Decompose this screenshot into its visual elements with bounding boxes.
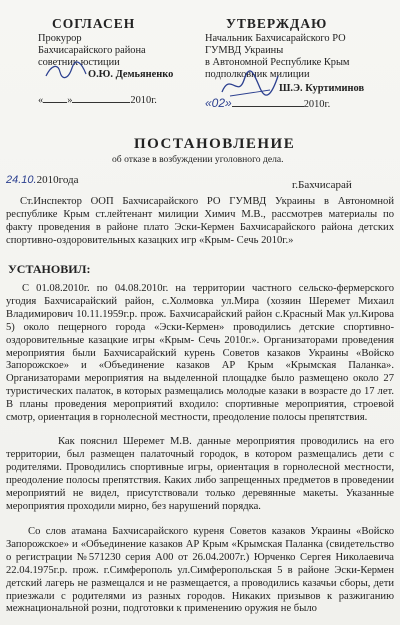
document-date-suffix: 2010года [36, 174, 79, 186]
agreed-line-1: Прокурор [38, 33, 82, 44]
approve-line-1: Начальник Бахчисарайского РО [205, 33, 346, 44]
paragraph-1: С 01.08.2010г. по 04.08.2010г. на территории частного сельско-фермерского угодия Бахчисарайский район, с.Холмовка ул.Мира (хозяин Шеремет Михаил Владимирович 10.11.1959г.р. прож. Бахчисарайский район с.Красный Мак ул.Кирова 5) около пещерного города «Эски-Кермен» проводились детские спортивно-оздоровительные казацкие игры «Крым- Сечь 2010г.». Организаторами проведения мероприятия были Бахчисарайский курень Советов казаков Украины «Войско Запорожское» и «Объединение казаков АР Крым «Крымская Паланка». Организаторами мероприятия на выделенной площадке было размещено около 27 туристических палаток, в которых размещались молодые казаки в возрасте до 17 лет. В планы проведения мероприятий входило: спортивные мероприятия, строевой смотр, ориентация в горнолесной местности, преодоление полосы препятствия. [6, 283, 394, 424]
paragraph-3: Со слов атамана Бахчисарайского куреня Советов казаков Украины «Войско Запорожское» и «Объединение казаков АР Крым «Крымская Паланка (свидетельство о регистрации №571230 серия А00 от 26.04.2007г.) Юрченко Сергея Николаевича 22.04.1975г.р. прож. г.Симферополь ул.Симферопольская 5 в районе Эски-Кермен детский лагерь не размещался и не размещается, а проводились казачьи сборы, дети приезжали с родителями из разных городов. Никаких призывов к разжиганию межнациональной розни, подготовки к применению оружия не было [6, 526, 394, 615]
document-subtitle: об отказе в возбуждении уголовного дела. [112, 154, 284, 165]
approve-title: УТВЕРЖДАЮ [226, 16, 328, 31]
document-title: ПОСТАНОВЛЕНИЕ [134, 136, 296, 152]
agreed-line-2: Бахчисарайского района [38, 45, 146, 56]
approve-line-2: ГУМВД Украины [205, 45, 284, 56]
agreed-name: О.Ю. Демьяненко [88, 69, 174, 80]
intro-paragraph: Ст.Инспектор ООП Бахчисарайского РО ГУМВД Украины в Автономной республике Крым ст.лейтенант милиции Химич М.В., рассмотрев материалы по факту проведения в районе плато Эски-Кермен Бахчисарайского района детских спортивно-оздоровительных казацких игр «Крым- Сечь 2010г.» [6, 196, 394, 246]
approver-signature [220, 70, 280, 100]
agreed-title: СОГЛАСЕН [52, 16, 136, 31]
agreed-date-open: « [38, 95, 44, 106]
agreed-date [38, 95, 157, 107]
approve-name: Ш.Э. Куртиминов [279, 83, 365, 94]
document-date-handwritten: 24.10. [6, 174, 37, 186]
approve-line-4: подполковник милиции [205, 69, 310, 80]
approve-line-3: в Автономной Республике Крым [205, 57, 350, 68]
agreed-line-3: советник юстиции [38, 57, 120, 68]
paragraph-2: Как пояснил Шеремет М.В. данные мероприятия проводились на его территории, был размещен палаточный городок, в котором размещались дети с родителями. Проводились спортивные игры, ориентация в горнолесной местности, преодоление полосы препятствия. Каких либо запрещенных предметов в проведении мероприятий не видел, присутствовали только деревянные макеты. Указанные мероприятия проходили мирно, без нарушений порядка. [6, 436, 394, 512]
agreed-date-mid: » [67, 95, 73, 106]
prosecutor-signature [44, 60, 88, 82]
approve-date-year: 2010г. [303, 99, 331, 110]
document-place: г.Бахчисарай [292, 179, 352, 191]
section-heading: УСТАНОВИЛ: [8, 262, 91, 276]
approve-date-handwritten: «02» [205, 96, 232, 110]
agreed-date-year: 2010г. [130, 95, 157, 106]
document-date [6, 174, 79, 186]
